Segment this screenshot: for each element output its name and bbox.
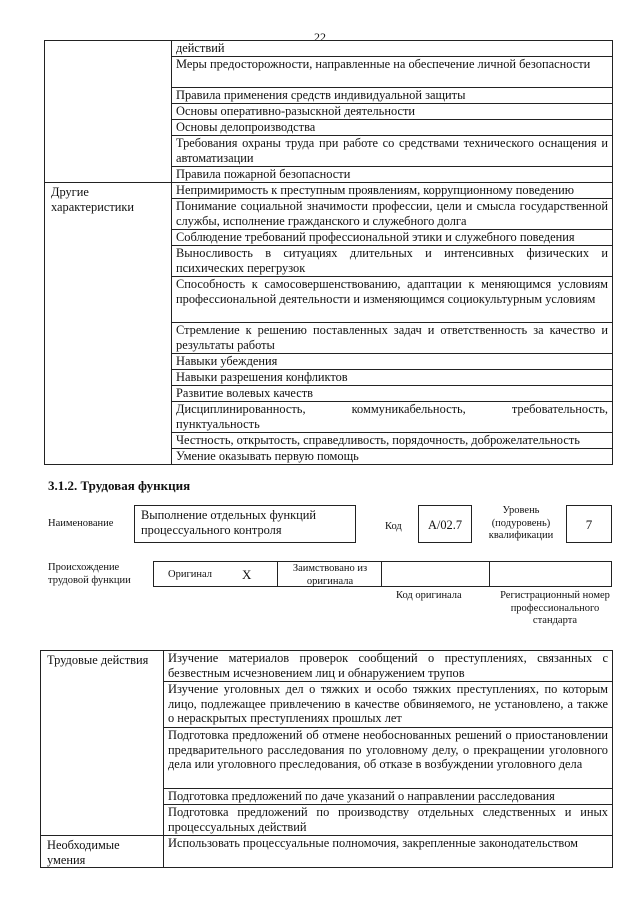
table-row: Основы оперативно-разыскной деятельности [172,104,613,120]
code-box: А/02.7 [418,505,472,543]
original-label: Оригинал [168,569,212,580]
table-row: Понимание социальной значимости профессии, цели и смысла государственной службы, исполнение гражданского и служебного долга [172,199,613,230]
table-row: Использовать процессуальные полномочия, закрепленные законодательством [164,836,613,868]
table-row: Способность к самосовершенствованию, адаптации к меняющимся условиям профессиональной деятельности и изменяющимся социокультурным условиям [172,277,613,323]
code-label: Код [385,521,402,532]
page-number: 22 [314,30,326,44]
origin-label: Происхождение трудовой функции [48,562,131,586]
origin-row [153,561,612,587]
original-checkmark: X [242,567,252,582]
table-row: Подготовка предложений по даче указаний о направлении расследования [164,789,613,805]
borrowed-label: Заимствовано из оригинала [292,563,368,587]
labor-actions-table [40,650,613,868]
table-row: Стремление к решению поставленных задач и ответственность за качество и результаты работы [172,323,613,354]
table-row: Изучение материалов проверок сообщений о преступлениях, связанных с безвестным исчезновением лиц и обнаружением трупов [164,651,613,682]
other-characteristics-label: Другие характеристики [45,183,172,465]
table-row: Подготовка предложений по производству отдельных следственных и иных процессуальных действий [164,805,613,836]
labor-actions-label: Трудовые действия [41,651,164,836]
table-row: Основы делопроизводства [172,120,613,136]
function-name-box: Выполнение отдельных функций процессуального контроля [134,505,356,543]
table-row: Развитие волевых качеств [172,386,613,402]
table-row: Дисциплинированность, коммуникабельность, требовательность, пунктуальность [172,402,613,433]
divider [381,562,382,586]
table-row: Навыки убеждения [172,354,613,370]
table-row: Подготовка предложений об отмене необоснованных решений о приостановлении предварительного расследования по уголовному делу, о прекращении уголовного дела или уголовного преследования, об отказе в возбуждении уголовного дела [164,728,613,789]
name-label: Наименование [48,518,114,529]
level-label: Уровень (подуровень) квалификации [488,505,554,541]
table-row: Правила применения средств индивидуальной защиты [172,88,613,104]
table-row: Меры предосторожности, направленные на обеспечение личной безопасности [172,57,613,88]
table-row: Навыки разрешения конфликтов [172,370,613,386]
registration-number-caption: Регистрационный номер профессионального стандарта [500,590,610,626]
empty-label-cell [45,41,172,183]
section-title: 3.1.2. Трудовая функция [48,478,191,493]
table-row: Соблюдение требований профессиональной этики и служебного поведения [172,230,613,246]
table-row: Непримиримость к преступным проявлениям, коррупционному поведению [172,183,613,199]
table-row: Правила пожарной безопасности [172,167,613,183]
table-row: Выносливость в ситуациях длительных и интенсивных физических и психических перегрузок [172,246,613,277]
required-skills-label: Необходимые умения [41,836,164,868]
table-row: Изучение уголовных дел о тяжких и особо тяжких преступлениях, по которым лицо, подлежащее привлечению в качестве обвиняемого, не установлено, а также о нераскрытых преступлениях прошлых лет [164,682,613,728]
table-row: Честность, открытость, справедливость, порядочность, доброжелательность [172,433,613,449]
knowledge-characteristics-table [44,40,613,465]
divider [277,562,278,586]
divider [489,562,490,586]
table-row: действий [172,41,613,57]
level-box: 7 [566,505,612,543]
table-row: Умение оказывать первую помощь [172,449,613,465]
table-row: Требования охраны труда при работе со средствами технического оснащения и автоматизации [172,136,613,167]
original-code-caption: Код оригинала [396,590,462,601]
